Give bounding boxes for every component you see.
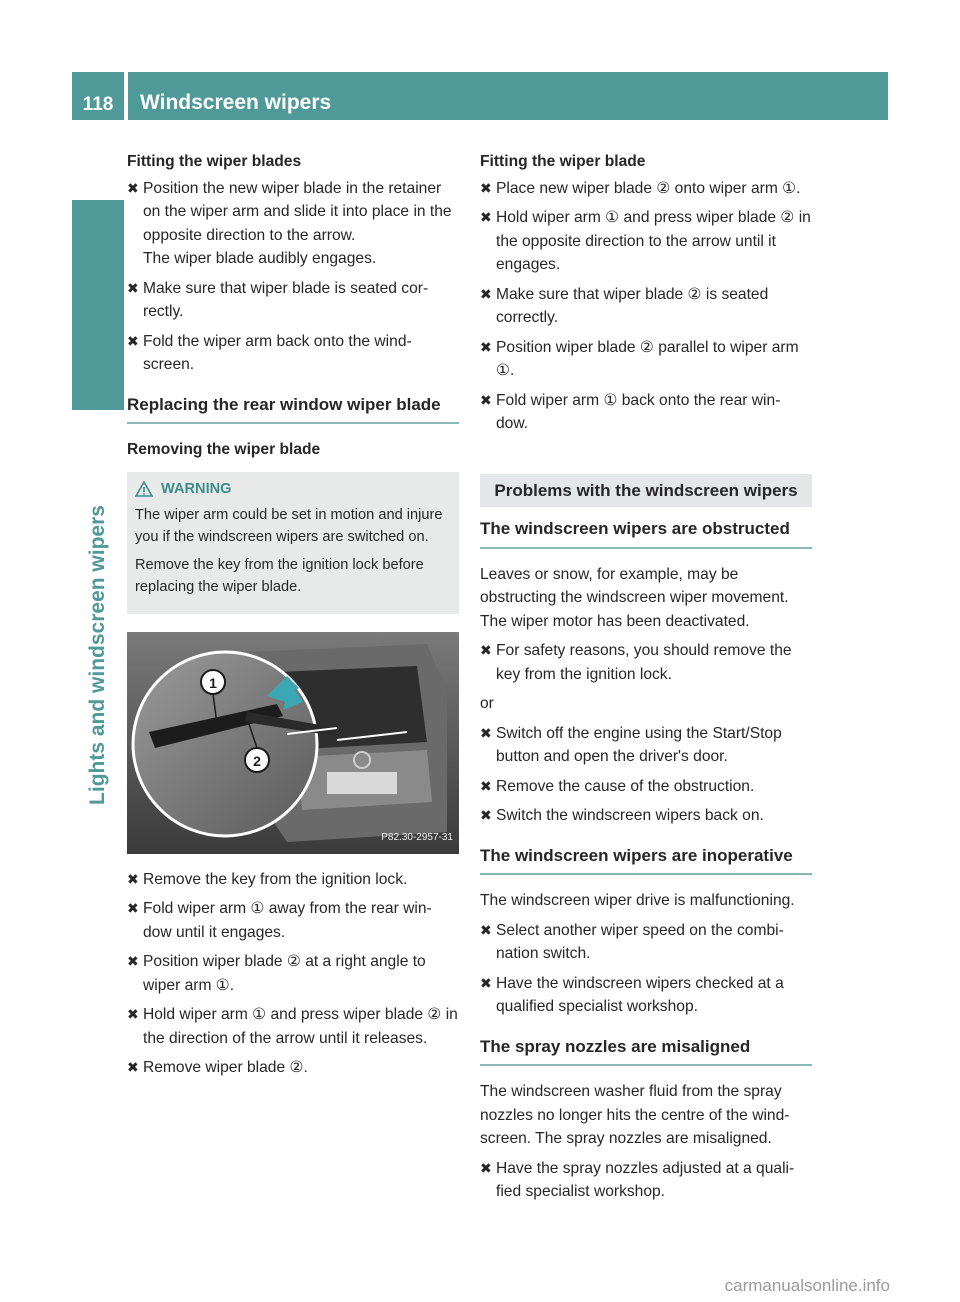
step-arrow-icon: ✖ xyxy=(127,870,139,887)
figure-code: P82.30-2957-31 xyxy=(381,832,453,843)
list-item xyxy=(127,1003,459,1050)
obstructed-heading: The windscreen wipers are obstructed xyxy=(480,517,812,549)
step-arrow-icon: ✖ xyxy=(127,953,139,969)
step-arrow-icon: ✖ xyxy=(480,179,492,196)
step-text: Fold wiper arm ① away from the rear win- dow until it engages. xyxy=(143,900,432,941)
step-text: Hold wiper arm ① and press wiper blade ② in the opposite direction to the arrow until it engages. xyxy=(496,209,811,273)
list-item xyxy=(127,330,459,377)
step-text: For safety reasons, you should remove the key from the ignition lock. xyxy=(496,642,792,683)
step-arrow-icon: ✖ xyxy=(480,921,492,938)
step-text: Switch the windscreen wipers back on. xyxy=(496,807,764,824)
step-text: Select another wiper speed on the combi- nation switch. xyxy=(496,921,784,962)
page-title: Windscreen wipers xyxy=(128,72,888,120)
step-text: Switch off the engine using the Start/Stop button and open the driver's door. xyxy=(496,724,782,765)
list-item xyxy=(480,919,812,966)
left-column xyxy=(127,150,459,1086)
step-arrow-icon: ✖ xyxy=(480,285,492,302)
list-item xyxy=(127,277,459,324)
nozzles-intro: The windscreen washer fluid from the spray nozzles no longer hits the centre of the wind- screen. The spray nozzles are misaligned. xyxy=(480,1083,790,1147)
step-text: Fold the wiper arm back onto the wind- screen. xyxy=(143,332,412,373)
nozzles-heading: The spray nozzles are misaligned xyxy=(480,1035,812,1067)
list-item xyxy=(480,972,812,1019)
step-text: Position the new wiper blade in the retainer on the wiper arm and slide it into place in the opposite direction to the arrow. xyxy=(143,179,452,244)
step-arrow-icon: ✖ xyxy=(127,179,139,196)
step-arrow-icon: ✖ xyxy=(127,1059,139,1075)
warning-text: Remove the key from the ignition lock before replacing the wiper blade. xyxy=(135,556,424,595)
step-arrow-icon: ✖ xyxy=(480,391,492,408)
list-item xyxy=(480,722,812,769)
step-text: Remove wiper blade ②. xyxy=(143,1059,308,1076)
step-arrow-icon: ✖ xyxy=(480,724,492,741)
step-text: Make sure that wiper blade is seated cor- rectly. xyxy=(143,279,429,320)
step-arrow-icon: ✖ xyxy=(480,338,492,355)
list-item xyxy=(480,389,812,436)
step-text: Make sure that wiper blade ② is seated correctly. xyxy=(496,285,769,326)
remove-title: Removing the wiper blade xyxy=(127,441,321,458)
warning-triangle-icon xyxy=(135,481,153,497)
problems-band: Problems with the windscreen wipers xyxy=(480,474,812,508)
step-text: Position wiper blade ② parallel to wiper arm ①. xyxy=(496,338,799,379)
list-item xyxy=(480,1157,812,1204)
step-text: Remove the key from the ignition lock. xyxy=(143,870,408,888)
step-arrow-icon: ✖ xyxy=(480,807,492,823)
step-arrow-icon: ✖ xyxy=(480,209,492,225)
warning-box xyxy=(127,472,459,614)
step-arrow-icon: ✖ xyxy=(127,279,139,296)
warning-text: The wiper arm could be set in motion and injure you if the windscreen wipers are switched on. xyxy=(135,506,443,545)
or-separator: or xyxy=(480,695,494,712)
warning-header xyxy=(135,478,451,500)
callout-1: 1 xyxy=(209,674,217,691)
step-arrow-icon: ✖ xyxy=(480,1159,492,1176)
inoperative-intro: The windscreen wiper drive is malfunctioning. xyxy=(480,892,795,909)
page-number: 118 xyxy=(72,72,124,120)
list-item xyxy=(480,177,812,201)
step-arrow-icon: ✖ xyxy=(480,642,492,658)
replace-heading: Replacing the rear window wiper blade xyxy=(127,393,459,425)
step-arrow-icon: ✖ xyxy=(127,332,139,349)
step-arrow-icon: ✖ xyxy=(127,1006,139,1022)
step-arrow-icon: ✖ xyxy=(127,900,139,916)
list-item xyxy=(480,639,812,686)
step-text: Fold wiper arm ① back onto the rear win- dow. xyxy=(496,391,781,432)
list-item xyxy=(480,283,812,330)
section-label: Lights and windscreen wipers xyxy=(86,505,109,805)
list-item xyxy=(127,868,459,892)
watermark: carmanualsonline.info xyxy=(724,1276,890,1295)
fit-blades-title: Fitting the wiper blades xyxy=(127,153,302,170)
section-tab xyxy=(72,200,124,410)
obstructed-intro: Leaves or snow, for example, may be obstructing the windscreen wiper movement. The wiper motor has been deactivated. xyxy=(480,565,789,630)
step-text: Hold wiper arm ① and press wiper blade ② in the direction of the arrow until it releases. xyxy=(143,1006,458,1047)
list-item xyxy=(480,804,812,828)
list-item xyxy=(480,206,812,277)
list-item xyxy=(480,336,812,383)
step-result: The wiper blade audibly engages. xyxy=(143,250,377,267)
inoperative-heading: The windscreen wipers are inoperative xyxy=(480,844,812,876)
list-item xyxy=(127,897,459,944)
rear-wiper-illustration xyxy=(127,632,459,854)
step-text: Position wiper blade ② at a right angle to wiper arm ①. xyxy=(143,953,426,994)
fit-blade-title: Fitting the wiper blade xyxy=(480,153,646,170)
step-text: Have the windscreen wipers checked at a qualified specialist workshop. xyxy=(496,974,784,1015)
step-text: Have the spray nozzles adjusted at a quali- fied specialist workshop. xyxy=(496,1159,795,1200)
list-item xyxy=(127,177,459,271)
list-item xyxy=(480,775,812,799)
step-text: Place new wiper blade ② onto wiper arm ①. xyxy=(496,179,801,197)
warning-label: WARNING xyxy=(161,480,232,497)
step-arrow-icon: ✖ xyxy=(480,974,492,991)
step-text: Remove the cause of the obstruction. xyxy=(496,777,755,795)
right-column xyxy=(480,150,812,1210)
rear-wiper-image xyxy=(127,632,459,854)
list-item xyxy=(127,950,459,997)
step-arrow-icon: ✖ xyxy=(480,777,492,794)
list-item xyxy=(127,1056,459,1080)
callout-2: 2 xyxy=(253,752,261,769)
